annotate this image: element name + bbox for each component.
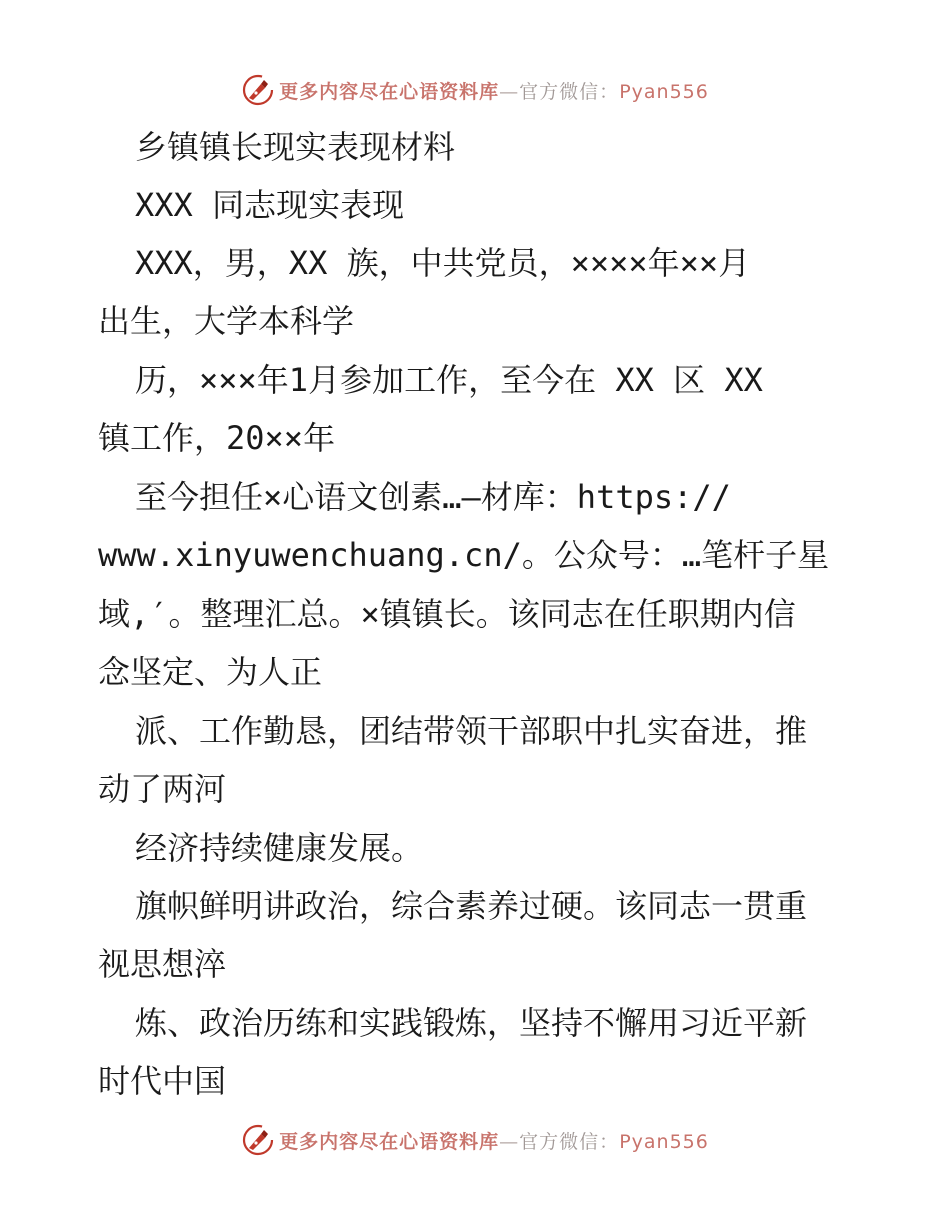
paragraph-line: 炼、政治历练和实践锻炼，坚持不懈用习近平新	[135, 1004, 808, 1042]
paragraph-line: www.xinyuwenchuang.cn/。公众号：…笔杆子星	[98, 536, 830, 574]
paragraph-line: 念坚定、为人正	[98, 653, 323, 691]
paragraph-line: 旗帜鲜明讲政治，综合素养过硬。该同志一贯重	[135, 887, 808, 925]
footer-dash: —	[499, 1130, 520, 1153]
paragraph-line: 视思想淬	[98, 945, 227, 983]
footer-banner	[0, 1120, 950, 1160]
paragraph-line: 至今担任×心语文创素…—材库：https://	[135, 478, 731, 516]
document-title: 乡镇镇长现实表现材料	[135, 128, 456, 166]
paragraph-line: 域,′。整理汇总。×镇镇长。该同志在任职期内信	[98, 595, 796, 633]
footer-account: Pyan556	[619, 1130, 709, 1153]
paragraph-line: XXX，男，XX 族，中共党员，××××年××月	[135, 244, 751, 282]
paragraph-line: 经济持续健康发展。	[135, 829, 424, 867]
paragraph-line: 时代中国	[98, 1062, 227, 1100]
header-account: Pyan556	[619, 80, 709, 103]
paragraph-line: 镇工作，20××年	[98, 419, 336, 457]
pen-nib-logo-icon	[241, 1123, 275, 1157]
footer-brand-text: 更多内容尽在心语资料库	[279, 1130, 500, 1153]
header-brand-text: 更多内容尽在心语资料库	[279, 80, 500, 103]
footer-banner-text	[279, 1127, 709, 1154]
paragraph-line: 派、工作勤恳，团结带领干部职中扎实奋进，推	[135, 712, 808, 750]
paragraph-line: 动了两河	[98, 770, 227, 808]
paragraph-line: 历，×××年1月参加工作，至今在 XX 区 XX	[135, 361, 763, 399]
header-wechat-label: 官方微信：	[519, 80, 620, 103]
paragraph-line: 出生，大学本科学	[98, 302, 355, 340]
footer-wechat-label: 官方微信：	[519, 1130, 620, 1153]
header-dash: —	[499, 80, 520, 103]
document-subtitle: XXX 同志现实表现	[135, 186, 405, 224]
